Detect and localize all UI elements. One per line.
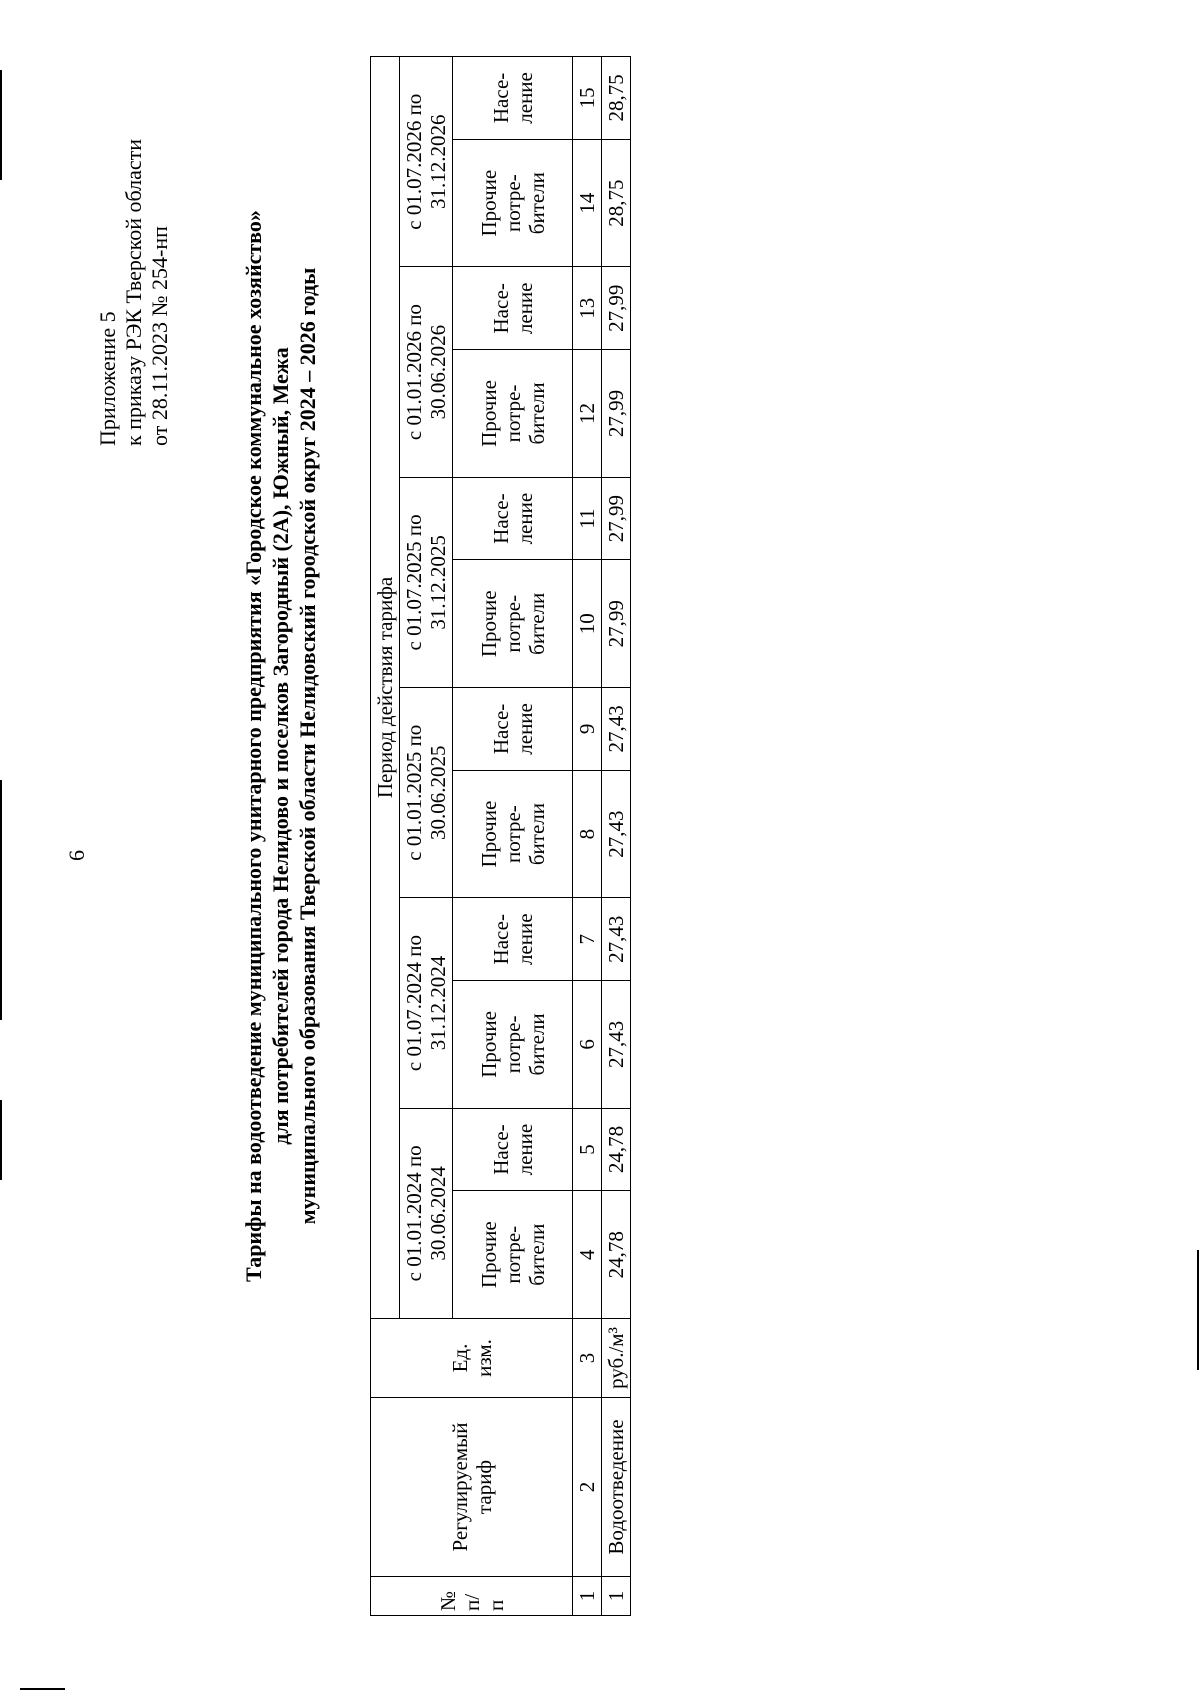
value-cell: 28,75 (602, 139, 631, 267)
header-period: Период действия тарифа (371, 57, 400, 1319)
scan-mark (20, 1688, 65, 1690)
data-unit: руб./м³ (602, 1319, 631, 1398)
period-6: с 01.07.2026 по 31.12.2026 (400, 57, 453, 267)
appendix-line-1: Приложение 5 (95, 311, 120, 446)
sub-population-5: Насе- ление (453, 267, 573, 350)
appendix-line-2: к приказу РЭК Тверской области (121, 138, 146, 446)
sub-population-2: Насе- ление (453, 898, 573, 981)
period-1: с 01.01.2024 по 30.06.2024 (400, 1108, 453, 1318)
data-tariff: Водоотведение (602, 1398, 631, 1577)
title-line-2: для потребителей города Нелидово и поселков Загородный (2А), Южный, Межа (268, 347, 293, 1145)
tariff-table (370, 56, 631, 1616)
appendix-block (95, 139, 173, 446)
index-row (573, 57, 602, 1616)
data-num: 1 (602, 1577, 631, 1616)
scan-mark (1197, 1250, 1199, 1370)
sub-population-4: Насе- ление (453, 477, 573, 560)
document-title (240, 96, 321, 1396)
index-cell: 1 (573, 1577, 602, 1616)
value-cell: 27,99 (602, 477, 631, 560)
header-unit: Ед. изм. (371, 1319, 573, 1398)
value-cell: 27,99 (602, 267, 631, 350)
index-cell: 4 (573, 1191, 602, 1319)
period-5: с 01.01.2026 по 30.06.2026 (400, 267, 453, 477)
index-cell: 11 (573, 477, 602, 560)
value-cell: 27,43 (602, 688, 631, 771)
index-cell: 9 (573, 688, 602, 771)
index-cell: 15 (573, 57, 602, 140)
index-cell: 3 (573, 1319, 602, 1398)
index-cell: 8 (573, 770, 602, 898)
appendix-line-3: от 28.11.2023 № 254-нп (147, 226, 172, 446)
value-cell: 28,75 (602, 57, 631, 140)
scan-mark (0, 70, 2, 180)
period-2: с 01.07.2024 по 31.12.2024 (400, 898, 453, 1108)
index-cell: 5 (573, 1108, 602, 1191)
sub-population-6: Насе- ление (453, 57, 573, 140)
value-cell: 24,78 (602, 1191, 631, 1319)
scan-mark (0, 1100, 2, 1180)
index-cell: 10 (573, 560, 602, 688)
index-cell: 2 (573, 1398, 602, 1577)
value-cell: 27,43 (602, 981, 631, 1109)
scan-mark (0, 780, 2, 1020)
page-number: 6 (64, 850, 89, 861)
header-num: № п/ п (371, 1577, 573, 1616)
value-cell: 24,78 (602, 1108, 631, 1191)
value-cell: 27,43 (602, 898, 631, 981)
period-3: с 01.01.2025 по 30.06.2025 (400, 688, 453, 898)
sub-other-4: Прочие потре- бители (453, 560, 573, 688)
sub-other-6: Прочие потре- бители (453, 139, 573, 267)
value-cell: 27,43 (602, 770, 631, 898)
sub-population-3: Насе- ление (453, 688, 573, 771)
sub-population-1: Насе- ление (453, 1108, 573, 1191)
data-row (602, 57, 631, 1616)
title-line-1: Тарифы на водоотведение муниципального унитарного предприятия «Городское коммунальное хозяйство» (241, 210, 266, 1282)
sub-other-1: Прочие потре- бители (453, 1191, 573, 1319)
sub-other-5: Прочие потре- бители (453, 350, 573, 478)
index-cell: 13 (573, 267, 602, 350)
value-cell: 27,99 (602, 350, 631, 478)
header-tariff: Регулируемый тариф (371, 1398, 573, 1577)
index-cell: 7 (573, 898, 602, 981)
title-line-3: муниципального образования Тверской области Нелидовский городской округ 2024 – 2026 годы (295, 267, 320, 1225)
index-cell: 12 (573, 350, 602, 478)
index-cell: 14 (573, 139, 602, 267)
header-row-1 (371, 57, 400, 1616)
sub-other-2: Прочие потре- бители (453, 981, 573, 1109)
period-4: с 01.07.2025 по 31.12.2025 (400, 477, 453, 687)
sub-other-3: Прочие потре- бители (453, 770, 573, 898)
index-cell: 6 (573, 981, 602, 1109)
value-cell: 27,99 (602, 560, 631, 688)
